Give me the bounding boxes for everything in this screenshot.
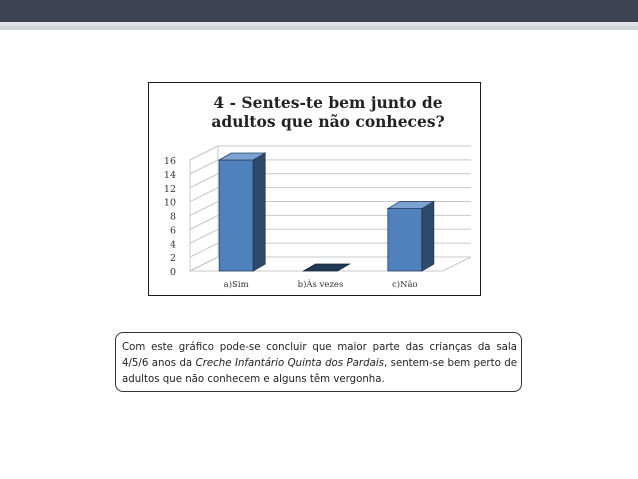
x-tick-label: b)Às vezes xyxy=(297,280,344,290)
bar xyxy=(219,160,253,271)
y-tick-label: 2 xyxy=(169,253,176,265)
chart-title-line-1: 4 - Sentes-te bem junto de xyxy=(213,93,443,112)
chart-title-line-2: adultos que não conheces? xyxy=(211,112,445,131)
x-tick-label: c)Não xyxy=(391,280,418,290)
y-tick-label: 16 xyxy=(163,156,176,167)
bar xyxy=(388,209,422,271)
y-tick-label: 4 xyxy=(169,239,176,251)
y-tick-label: 0 xyxy=(169,267,176,278)
bar-side xyxy=(422,202,434,271)
conclusion-caption xyxy=(115,332,522,392)
y-tick-label: 6 xyxy=(169,225,176,237)
y-tick-label: 10 xyxy=(163,197,176,209)
caption-text-start: Com este gráfico pode-se concluir que maior parte das crianças da sala 4/5/6 anos da xyxy=(122,342,517,369)
x-tick-label: a)Sim xyxy=(223,280,249,290)
y-tick-label: 8 xyxy=(169,211,176,223)
caption-text-end: , sentem-se bem perto de adultos que não conhecem e alguns têm vergonha. xyxy=(122,358,517,385)
y-tick-label: 12 xyxy=(163,183,176,195)
y-tick-label: 14 xyxy=(163,169,176,181)
bar-side xyxy=(253,153,265,271)
caption-school-name: Creche Infantário Quinta dos Pardais xyxy=(195,358,384,369)
